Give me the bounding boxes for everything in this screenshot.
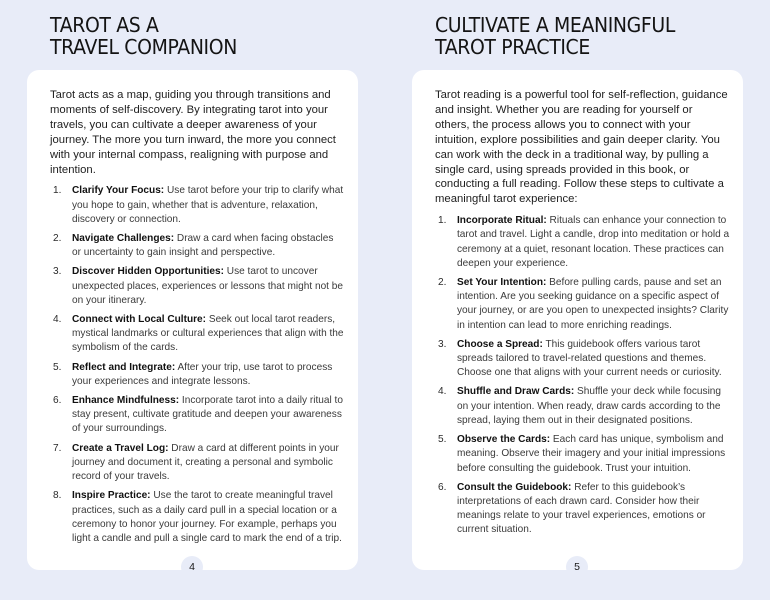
intro-paragraph: Tarot reading is a powerful tool for self-reflection, guidance and insight. Whether you are reading for yourself or others, the process allows you to connect with your intuition, explore possibilities and gain deeper clarity. You can work with the deck in a traditional way, by pulling a single card, using spreads provided in this book, or conducting a full reading. Follow these steps to cultivate a meaningful tarot experience: [435,89,728,206]
step-term: Clarify Your Focus: [72,185,165,197]
title-line: TAROT PRACTICE [435,35,590,59]
step-term: Choose a Spread: [457,338,543,350]
step-number: 3. [438,338,447,350]
page-number: 5 [566,556,588,578]
step-term: Inspire Practice: [72,490,151,502]
step-text: Shuffle your deck while focusing on your intention. When ready, draw cards according to the spread, laying them out in their designated positions. [457,386,722,426]
list-item [435,276,730,333]
step-text: Rituals can enhance your connection to tarot and travel. Light a candle, drop into meditation or hold a ceremony at a quiet, resonant location. These practices can deepen your experience. [457,215,730,269]
list-item [50,232,345,260]
step-number: 2. [438,277,447,289]
list-item [50,313,345,356]
list-item [50,265,345,308]
step-number: 7. [53,442,62,454]
list-item [50,394,345,437]
step-number: 1. [53,185,62,197]
step-number: 5. [53,361,62,373]
card-content [50,88,345,551]
step-text: Seek out local tarot readers, mystical landmarks or cultural experiences that align with the symbolism of the cards. [72,314,344,354]
step-term: Shuffle and Draw Cards: [457,386,575,398]
list-item [50,489,345,546]
step-number: 8. [53,490,62,502]
content-card [412,70,743,570]
steps-list [435,214,730,537]
step-text: Refer to this guidebook’s interpretations of each drawn card. Consider how their meanings relate to your travel experiences, emotions or current situation. [457,481,706,536]
step-text: Each card has unique, symbolism and meaning. Observe their imagery and your initial impressions before consulting the guidebook. Trust your intuition. [457,434,726,474]
list-item [50,184,345,227]
list-item [50,361,345,389]
step-term: Discover Hidden Opportunities: [72,266,224,278]
page-title [50,14,237,58]
step-number: 2. [53,233,62,245]
page-number: 4 [181,556,203,578]
step-term: Incorporate Ritual: [457,215,547,227]
steps-list [50,184,345,546]
list-item [50,442,345,485]
step-text: Draw a card at different points in your journey and document it, creating a personal and symbolic record of your travels. [72,442,339,483]
list-item [435,481,730,538]
step-number: 4. [53,314,62,326]
step-term: Observe the Cards: [457,434,551,446]
right-page [385,0,770,600]
step-term: Connect with Local Culture: [72,314,207,326]
step-number: 1. [438,215,447,227]
step-number: 5. [438,434,447,446]
step-text: Use the tarot to create meaningful travel practices, such as a daily card pull in a special location or a ceremony to honor your journey. For example, perhaps you light a candle and pull a single card to mark the end of a trip. [72,490,342,544]
page-title [435,14,675,58]
intro-paragraph: Tarot acts as a map, guiding you through transitions and moments of self-discovery. By integrating tarot into your travels, you can cultivate a deeper awareness of your journey. The more you turn inward, the more you connect with your internal compass, realigning with purpose and intention. [50,89,336,176]
list-item [435,214,730,271]
step-term: Navigate Challenges: [72,233,175,245]
list-item [435,433,730,476]
step-number: 3. [53,266,62,278]
step-text: Use tarot before your trip to clarify what you hope to gain, whether that is adventure, relaxation, discovery or connection. [72,185,344,225]
step-number: 6. [438,481,447,493]
list-item [435,385,730,428]
step-text: After your trip, use tarot to process your experiences and integrate lessons. [72,361,333,387]
step-number: 6. [53,395,62,407]
title-line: TRAVEL COMPANION [50,35,237,59]
step-term: Set Your Intention: [457,277,547,289]
step-term: Enhance Mindfulness: [72,395,180,407]
title-line: CULTIVATE A MEANINGFUL [435,13,675,37]
step-term: Reflect and Integrate: [72,361,176,373]
step-text: Incorporate tarot into a daily ritual to stay present, cultivate gratitude and deepen your awareness of your surroundings. [72,395,343,435]
content-card [27,70,358,570]
card-content [435,88,730,543]
step-text: Draw a card when facing obstacles or uncertainty to gain insight and perspective. [72,233,334,259]
step-text: This guidebook offers various tarot spreads tailored to travel-related questions and themes. Choose one that aligns with your current needs or curiosity. [457,338,722,379]
list-item [435,338,730,381]
step-term: Consult the Guidebook: [457,481,572,493]
step-text: Before pulling cards, pause and set an intention. Are you seeking guidance on a specific aspect of your journey, or are you open to unexpected insights? Clarity in intention can lead to more enriching readings. [457,277,729,331]
step-number: 4. [438,386,447,398]
title-line: TAROT AS A [50,13,159,37]
step-text: Use tarot to uncover unexpected places, experiences or lessons that might not be on your itinerary. [72,266,344,306]
step-term: Create a Travel Log: [72,442,169,454]
